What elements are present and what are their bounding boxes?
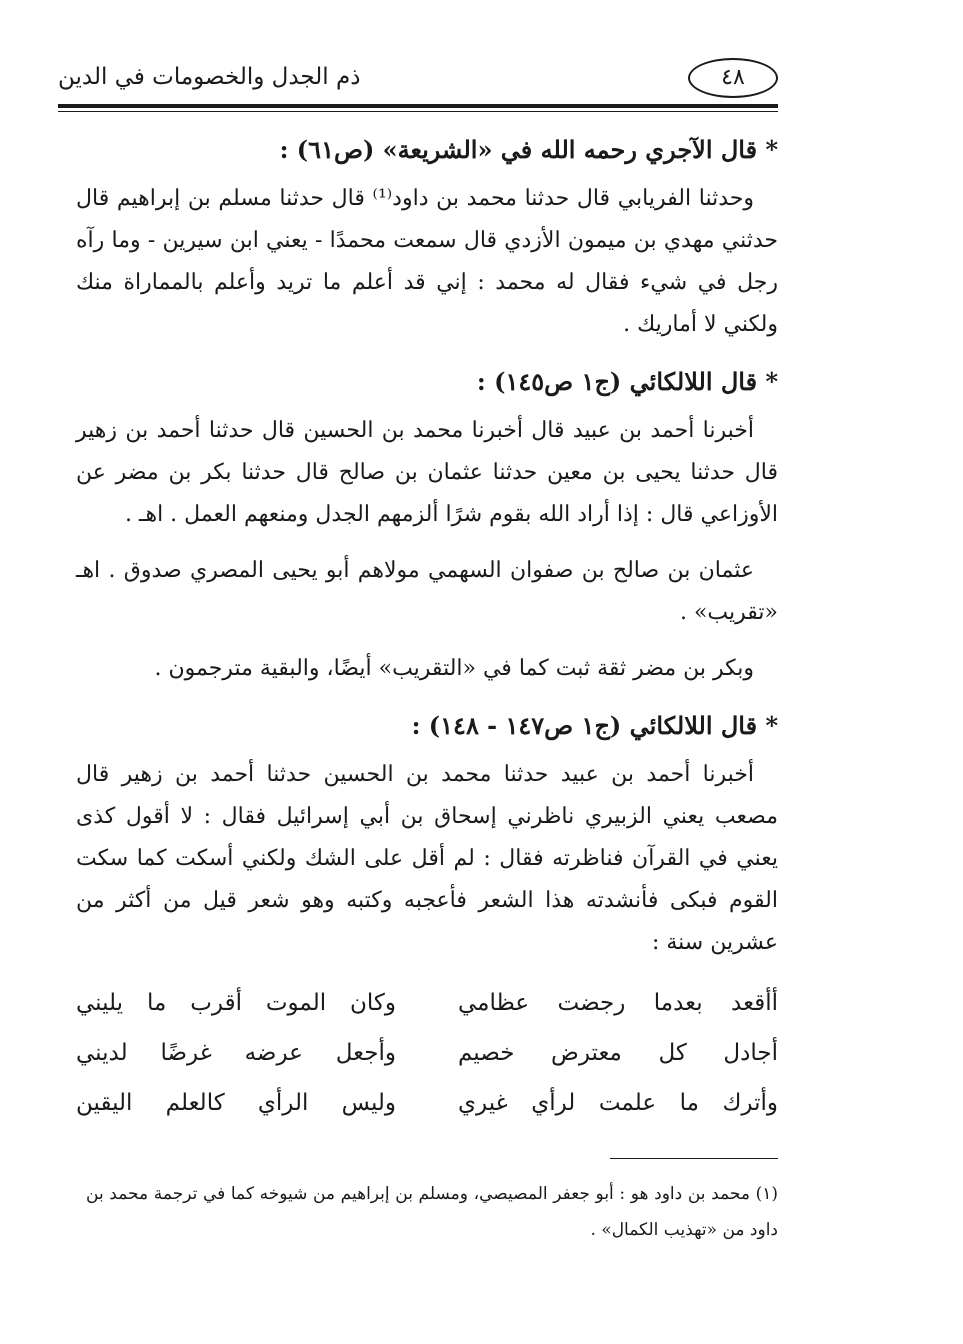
poem-verse xyxy=(76,1078,778,1128)
narration-lalakai-1: أخبرنا أحمد بن عبيد قال أخبرنا محمد بن الحسين قال حدثنا أحمد بن زهير قال حدثنا يحيى بن معين حدثنا عثمان بن صالح قال حدثنا بكر بن مضر عن الأوزاعي قال : إذا أراد الله بقوم شرًا ألزمهم الجدل ومنعهم العمل . اهـ . xyxy=(76,418,778,527)
poem-verse xyxy=(76,1028,778,1078)
footnote: (١) محمد بن داود هو : أبو جعفر المصيصي، ومسلم بن إبراهيم من شيوخه كما في ترجمة محمد بن داود من «تهذيب الكمال» . xyxy=(86,1184,778,1240)
header-rule-thin xyxy=(58,111,778,112)
narration-ajurri: وحدثنا الفريابي قال حدثنا محمد بن داود⁽¹⁾ قال حدثنا مسلم بن إبراهيم قال حدثني مهدي بن ميمون الأزدي قال سمعت محمدًا - يعني ابن سيرين - وما رآه رجل في شيء فقال له محمد : إني قد أعلم ما تريد وأعلم بالمماراة منك ولكني لا أماريك . xyxy=(76,186,778,337)
section-heading-lalakai-1: * قال اللالكائي (ج١ ص١٤٥) : xyxy=(476,367,778,396)
section-heading-ajurri: * قال الآجري رحمه الله في «الشريعة» (ص٦١) : xyxy=(279,135,778,164)
footnote-separator xyxy=(610,1158,778,1159)
verse-second-hemistich: وليس الرأي كالعلم اليقين xyxy=(76,1090,396,1116)
header-rule-thick xyxy=(58,104,778,108)
verse-second-hemistich: وكان الموت أقرب ما يليني xyxy=(76,990,396,1016)
running-header xyxy=(58,58,778,118)
verse-first-hemistich: أأقعد بعدما رجضت عظامي xyxy=(458,990,778,1016)
verse-first-hemistich: وأترك ما علمت لرأي غيري xyxy=(458,1090,778,1116)
poem xyxy=(76,978,778,1128)
section-heading-lalakai-2: * قال اللالكائي (ج١ ص١٤٧ - ١٤٨) : xyxy=(411,711,778,740)
verse-second-hemistich: وأجعل عرضه غرضًا لديني xyxy=(76,1040,396,1066)
narrator-note-uthman: عثمان بن صالح بن صفوان السهمي مولاهم أبو يحيى المصري صدوق . اهـ «تقريب» . xyxy=(76,558,778,625)
narration-lalakai-2: أخبرنا أحمد بن عبيد حدثنا محمد بن الحسين حدثنا أحمد بن زهير قال مصعب يعني الزبيري ناظرني إسحاق بن أبي إسرائيل فقال : لا أقول كذى يعني في القرآن فناظرته فقال : لم أقل على الشك ولكني أسكت كما سكت القوم فبكى فأنشدته هذا الشعر فأعجبه وكتبه وهو شعر قيل من أكثر من عشرين سنة : xyxy=(76,762,778,955)
verse-first-hemistich: أجادل كل معترض خصيم xyxy=(458,1040,778,1066)
main-text xyxy=(76,128,778,1128)
poem-verse xyxy=(76,978,778,1028)
page-number: ٤٨ xyxy=(688,58,778,98)
narrator-note-bakr: وبكر بن مضر ثقة ثبت كما في «التقريب» أيضًا، والبقية مترجمون . xyxy=(154,656,754,681)
book-title: ذم الجدل والخصومات في الدين xyxy=(58,64,361,90)
